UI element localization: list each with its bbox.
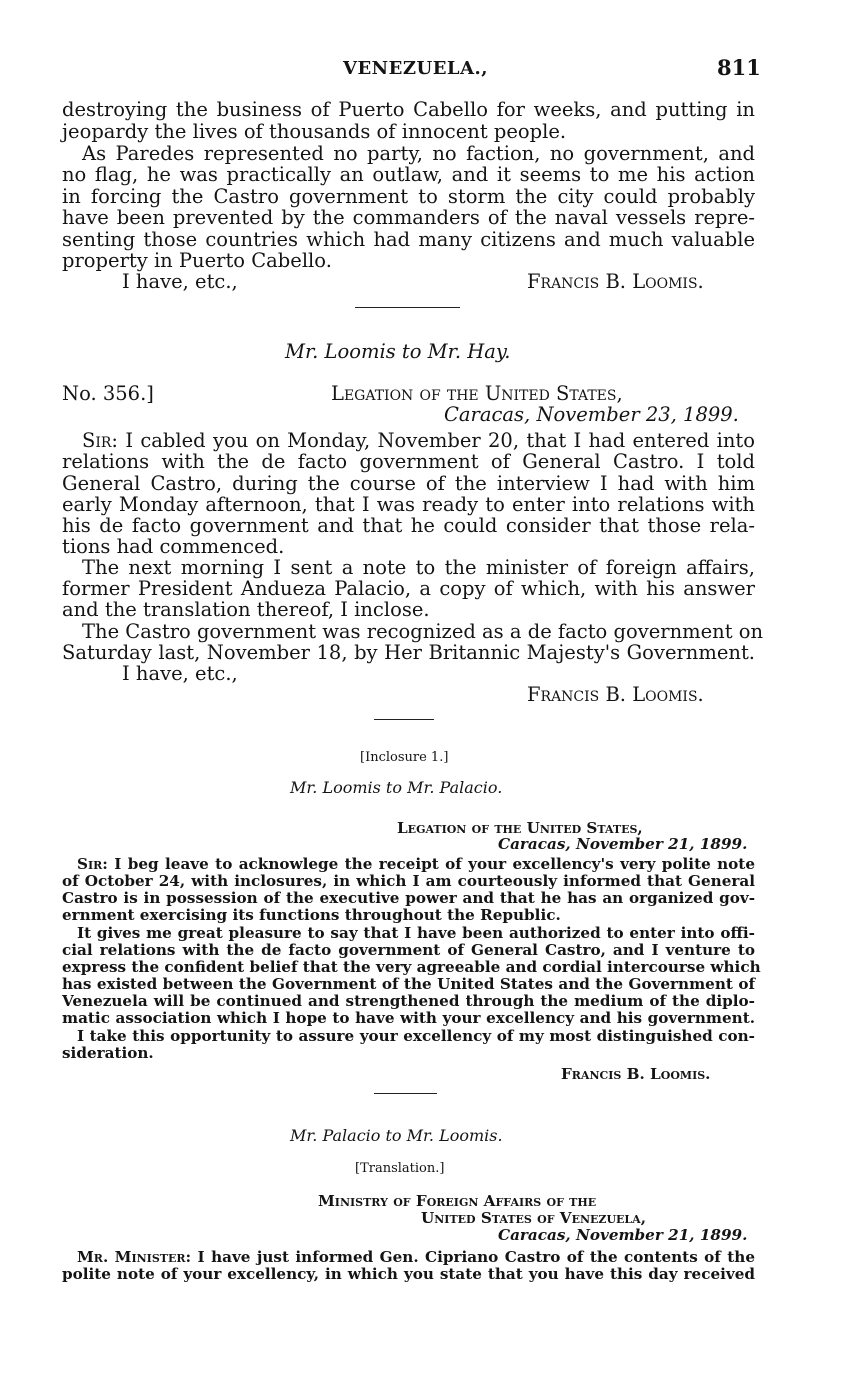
body-line: property in Puerto Cabello. <box>62 249 332 272</box>
letter-heading: Mr. Loomis to Mr. Palacio. <box>290 778 503 797</box>
body-line: The Castro government was recognized as a de facto government on <box>82 620 764 643</box>
body-line: It gives me great pleasure to say that I have been authorized to enter into offi- <box>77 924 755 942</box>
closing: I have, etc., <box>122 662 238 685</box>
body-line: The next morning I sent a note to the minister of foreign affairs, <box>82 556 755 579</box>
letter-place: Legation of the United States, <box>331 382 623 405</box>
body-line: As Paredes represented no party, no faction, no government, and <box>82 142 755 165</box>
body-line: former President Andueza Palacio, a copy of which, with his answer <box>62 577 755 600</box>
body-line <box>82 430 755 452</box>
body-line: no flag, he was practically an outlaw, and it seems to me his action <box>62 163 755 186</box>
body-line: Castro is in possession of the executive power and that he has an organized gov- <box>62 889 755 907</box>
body-line: express the confident belief that the very agreeable and cordial intercourse which <box>62 958 761 976</box>
body-line: and the translation thereof, I inclose. <box>62 598 430 621</box>
body-line: Venezuela will be continued and strengthened through the medium of the diplo- <box>62 992 755 1010</box>
letter-place: Legation of the United States, <box>397 819 643 837</box>
signature: Francis B. Loomis. <box>527 683 704 706</box>
body-line: ernment exercising its functions throughout the Republic. <box>62 906 561 924</box>
body-line: destroying the business of Puerto Cabello for weeks, and putting in <box>62 98 755 121</box>
letter-place: United States of Venezuela, <box>421 1209 646 1227</box>
translation-label: [Translation.] <box>355 1161 445 1176</box>
signature: Francis B. Loomis. <box>527 270 704 293</box>
letter-heading: Mr. Loomis to Mr. Hay. <box>285 340 511 363</box>
body-line: relations with the de facto government of General Castro. I told <box>62 450 755 473</box>
body-line: matic association which I hope to have with your excellency and his government. <box>62 1009 755 1027</box>
body-line: Saturday last, November 18, by Her Britannic Majesty's Government. <box>62 641 755 664</box>
body-line <box>77 856 755 873</box>
body-line: have been prevented by the commanders of the naval vessels repre- <box>62 206 755 229</box>
salutation: Mr. Minister: <box>77 1248 192 1266</box>
despatch-number: No. 356.] <box>62 382 154 405</box>
body-text: I have just informed Gen. Cipriano Castro of the contents of the <box>197 1248 755 1266</box>
running-header-title: VENEZUELA., <box>343 58 489 79</box>
letter-place: Ministry of Foreign Affairs of the <box>318 1192 597 1210</box>
body-line: jeopardy the lives of thousands of innocent people. <box>62 120 567 143</box>
body-line: has existed between the Government of the United States and the Government of <box>62 975 755 993</box>
body-text: I cabled you on Monday, November 20, that I had entered into <box>125 429 755 452</box>
body-line: his de facto government and that he could consider that those rela- <box>62 514 755 537</box>
body-line: in forcing the Castro government to storm the city could probably <box>62 185 755 208</box>
section-divider <box>355 307 460 308</box>
body-line: senting those countries which had many citizens and much valuable <box>62 228 755 251</box>
section-divider <box>374 1093 437 1094</box>
salutation: Sir: <box>82 429 118 452</box>
letter-date: Caracas, November 21, 1899. <box>498 835 748 853</box>
page-number: 811 <box>717 55 761 80</box>
body-line <box>77 1249 755 1266</box>
body-line: cial relations with the de facto government of General Castro, and I venture to <box>62 941 755 959</box>
body-line: early Monday afternoon, that I was ready to enter into relations with <box>62 493 755 516</box>
body-text: I beg leave to acknowlege the receipt of your excellency's very polite note <box>114 855 755 873</box>
closing: I have, etc., <box>122 270 238 293</box>
salutation: Sir: <box>77 855 108 873</box>
body-line: I take this opportunity to assure your excellency of my most distinguished con- <box>77 1027 755 1045</box>
body-line: of October 24, with inclosures, in which I am courteously informed that General <box>62 872 755 890</box>
body-line: sideration. <box>62 1044 154 1062</box>
inclosure-label: [Inclosure 1.] <box>360 750 449 765</box>
signature: Francis B. Loomis. <box>561 1065 711 1083</box>
letter-date: Caracas, November 21, 1899. <box>498 1226 748 1244</box>
letter-heading: Mr. Palacio to Mr. Loomis. <box>290 1126 503 1145</box>
body-line: tions had commenced. <box>62 535 285 558</box>
letter-date: Caracas, November 23, 1899. <box>444 403 739 426</box>
section-divider <box>374 719 434 720</box>
body-line: General Castro, during the course of the interview I had with him <box>62 472 755 495</box>
body-line: polite note of your excellency, in which you state that you have this day received <box>62 1265 755 1283</box>
